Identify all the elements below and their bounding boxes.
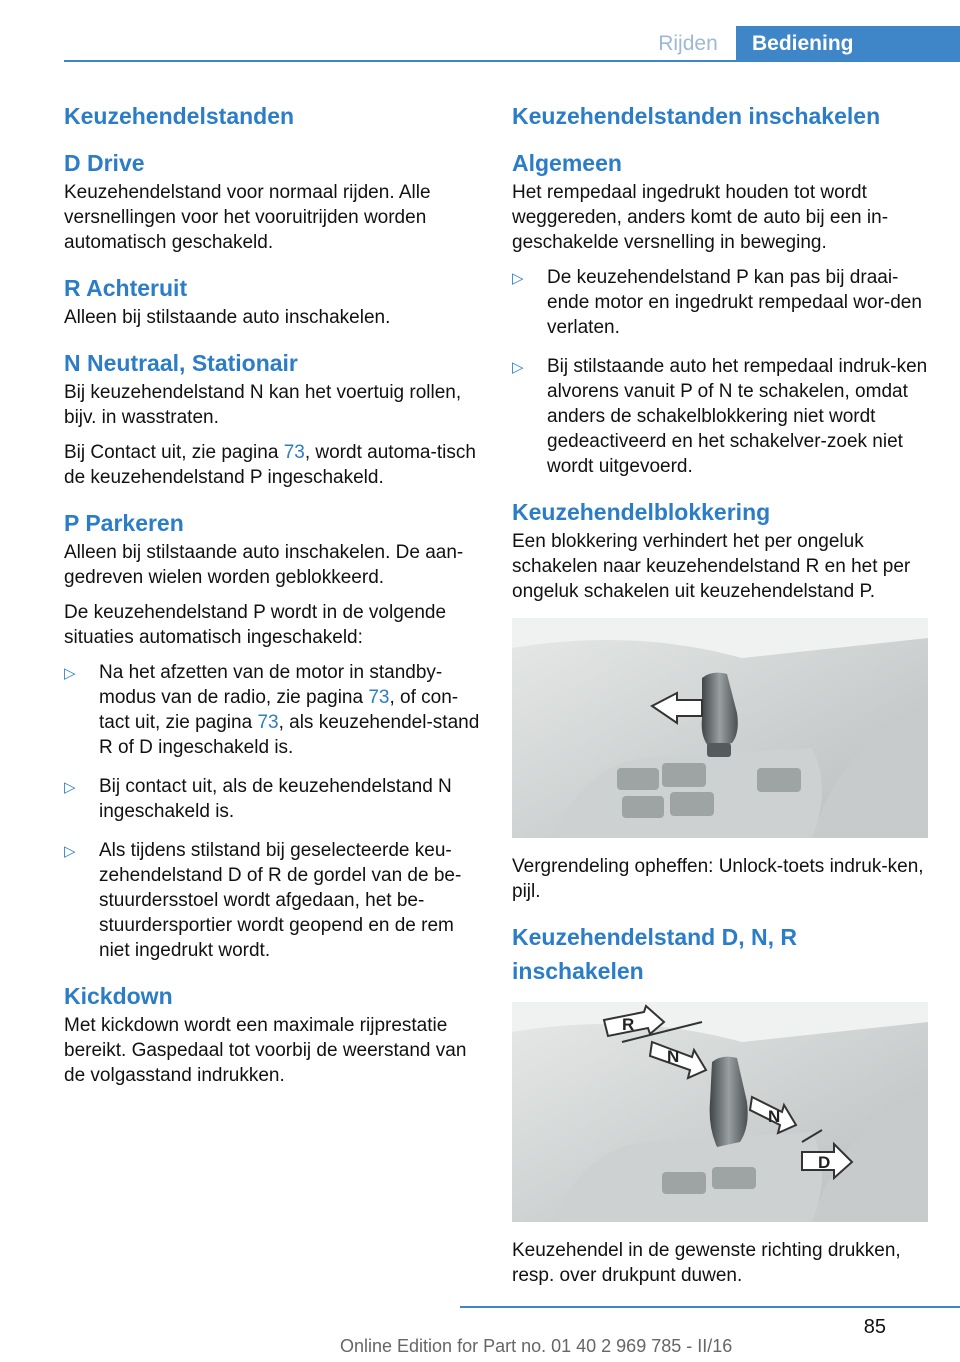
park-bullet-1c: , als keuzehendel-stand R of D ingeschakeld is. [99, 712, 480, 758]
edition-note: Online Edition for Part no. 01 40 2 969 785 - II/16 [340, 1336, 733, 1356]
section-title: Keuzehendelstanden [64, 103, 295, 129]
page-link-73[interactable]: 73 [257, 712, 279, 733]
park-bullet-list [64, 660, 484, 963]
lock-text: Een blokkering verhindert het per ongeluk schakelen naar keuzehendelstand R en het per ongeluk schakelen uit keuzehendelstand P. [512, 531, 911, 602]
dnr-caption: Keuzehendel in de gewenste richting drukken, resp. over drukpunt duwen. [512, 1240, 901, 1286]
list-item [64, 774, 484, 824]
drive-heading: D Drive [64, 150, 145, 176]
left-column [64, 100, 484, 1104]
section-neutral [64, 346, 484, 490]
header-rule [64, 60, 960, 62]
neutral-text-1: Bij keuzehendelstand N kan het voertuig rollen, bijv. in wasstraten. [64, 382, 462, 428]
section-general [512, 146, 932, 479]
arrow-label-n: N [667, 1047, 680, 1066]
general-heading: Algemeen [512, 150, 622, 176]
lock-caption: Vergrendeling opheffen: Unlock-toets indruk-ken, pijl. [512, 856, 924, 902]
list-item [64, 838, 484, 963]
neutral-heading: N Neutraal, Stationair [64, 350, 298, 376]
general-bullet-1: De keuzehendelstand P kan pas bij draai-ende motor en ingedrukt rempedaal wor-den verlaten. [547, 267, 922, 338]
neutral-text-2 [64, 440, 484, 490]
triangle-bullet-icon: ▷ [512, 359, 524, 376]
park-bullet-1a: Na het afzetten van de motor in standby-modus van de radio, zie pagina [99, 662, 443, 708]
triangle-bullet-icon: ▷ [64, 665, 76, 682]
general-text: Het rempedaal ingedrukt houden tot wordt weggereden, anders komt de auto bij een in-geschakelde versnelling in beweging. [512, 182, 889, 253]
park-bullet-2: Bij contact uit, als de keuzehendelstand N ingeschakeld is. [99, 776, 452, 822]
neutral-text-2b: , wordt automa-tisch de keuzehendelstand P ingeschakeld. [64, 442, 476, 488]
park-bullet-3: Als tijdens stilstand bij geselecteerde keu-zehendelstand D of R de gordel van de be-stuurdersstoel wordt afgedaan, het be-stuurdersportier wordt geopend en de rem niet ingedrukt wordt. [99, 840, 462, 961]
drive-text: Keuzehendelstand voor normaal rijden. Alle versnellingen voor het vooruitrijden worden automatisch geschakeld. [64, 182, 431, 253]
lock-heading: Keuzehendelblokkering [512, 499, 771, 525]
dnr-heading: Keuzehendelstand D, N, R inschakelen [512, 924, 797, 984]
list-item [512, 265, 932, 340]
header-tab-rijden[interactable]: Rijden [658, 32, 718, 55]
section-title-right: Keuzehendelstanden inschakelen [512, 103, 881, 129]
kickdown-text: Met kickdown wordt een maximale rijprestatie bereikt. Gaspedaal tot voorbij de weerstand van de volgasstand indrukken. [64, 1015, 467, 1086]
page-link-73[interactable]: 73 [283, 442, 305, 463]
footer-rule [460, 1306, 960, 1308]
selector-lever-shift-illustration [512, 1002, 928, 1222]
header-tab-bediening[interactable]: Bediening [736, 26, 960, 61]
general-bullet-list [512, 265, 932, 479]
park-text-2: De keuzehendelstand P wordt in de volgende situaties automatisch ingeschakeld: [64, 602, 447, 648]
right-column [512, 100, 932, 1304]
reverse-text: Alleen bij stilstaande auto inschakelen. [64, 307, 391, 328]
park-bullet-1b: , of con-tact uit, zie pagina [99, 687, 459, 733]
list-item [512, 354, 932, 479]
section-park [64, 506, 484, 963]
selector-lever-unlock-illustration [512, 618, 928, 838]
reverse-heading: R Achteruit [64, 275, 188, 301]
section-dnr [512, 920, 932, 1288]
arrow-label-r: R [622, 1015, 635, 1034]
arrow-label-d: D [818, 1153, 831, 1172]
triangle-bullet-icon: ▷ [64, 843, 76, 860]
park-heading: P Parkeren [64, 510, 184, 536]
list-item [64, 660, 484, 760]
section-reverse [64, 271, 484, 330]
section-kickdown [64, 979, 484, 1088]
page-link-73[interactable]: 73 [368, 687, 390, 708]
park-text-1: Alleen bij stilstaande auto inschakelen. De aan-gedreven wielen worden geblokkeerd. [64, 542, 464, 588]
triangle-bullet-icon: ▷ [512, 270, 524, 287]
general-bullet-2: Bij stilstaande auto het rempedaal indruk-ken alvorens vanuit P of N te schakelen, omdat anders de schakelblokkering niet wordt gedeactiveerd en het schakelver-zoek niet wordt uitgevoerd. [547, 356, 928, 477]
triangle-bullet-icon: ▷ [64, 779, 76, 796]
section-lock [512, 495, 932, 904]
neutral-text-2a: Bij Contact uit, zie pagina [64, 442, 284, 463]
arrow-label-n: N [768, 1107, 781, 1126]
section-drive [64, 146, 484, 255]
kickdown-heading: Kickdown [64, 983, 173, 1009]
page-number: 85 [863, 1316, 886, 1338]
